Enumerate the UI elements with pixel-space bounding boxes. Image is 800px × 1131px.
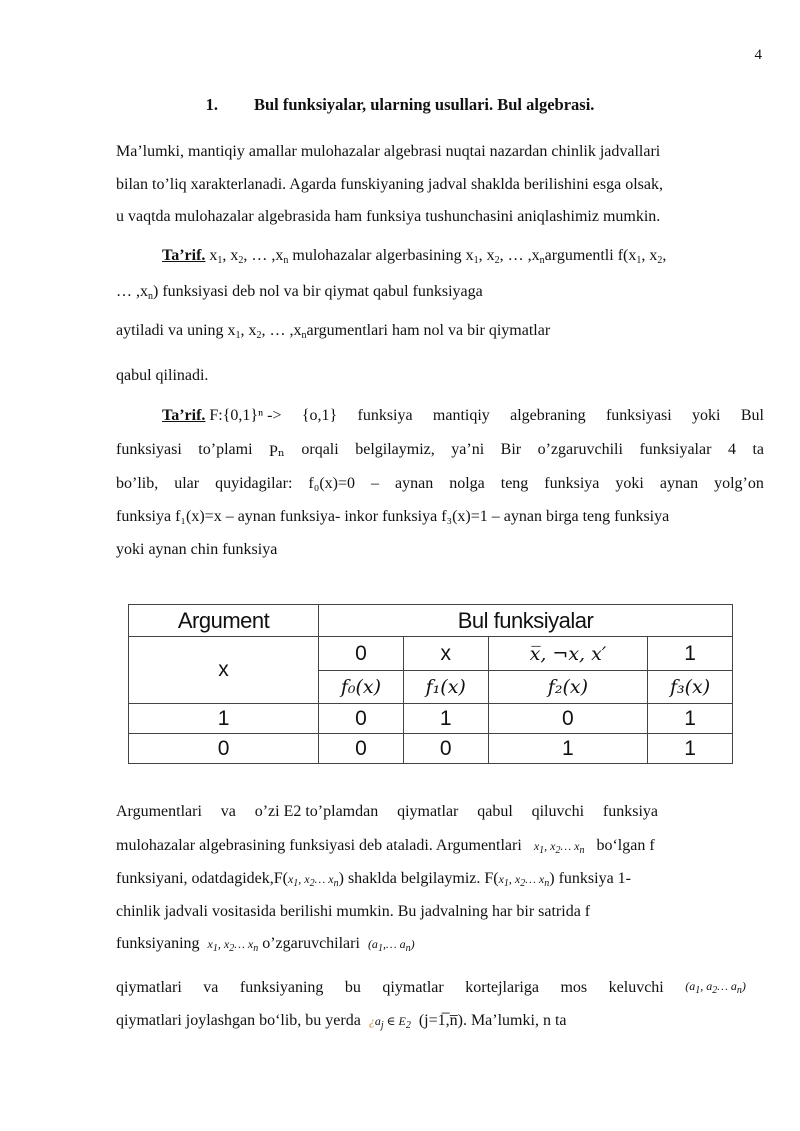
func-name-f3: f₃(x) (648, 671, 733, 704)
argument-header: Argument (129, 605, 319, 637)
section-heading (0, 95, 800, 115)
definition-2-line-4: funksiya f₁(x)=x – aynan funksiya- inkor funksiya f₃(x)=1 – aynan birga teng funksiya (116, 508, 670, 525)
para1-line-2: bilan to’liq xarakterlanadi. Agarda funskiyaning jadval shaklda berilishini esga olsak, (116, 176, 663, 193)
para2-line-7: qiymatlari joylashgan bo‘lib, bu yerda ¿$a_j$ ∈ $E_2$ (j=1̅,n̅). Ma’lumki, n ta (116, 1012, 567, 1031)
heading-number: 1. (205, 95, 218, 114)
bool-functions-table (128, 604, 733, 764)
func-col-1: 1 (648, 637, 733, 671)
definition-label-2: Ta’rif. (162, 407, 206, 424)
para1-line-3: u vaqtda mulohazalar algebrasida ham funksiya tushunchasini aniqlashimiz mumkin. (116, 208, 661, 225)
para2-line-2: mulohazalar algebrasining funksiyasi deb ataladi. Argumentlari $x_1$, $x_2\dots$ $x_n$ bo‘lgan f (116, 837, 655, 856)
table-row: 0 0 0 1 1 (129, 734, 733, 764)
definition-2-line-3: bo’lib, ular quyidagilar: f₀(x)=0 – aynan nolga teng funksiya yoki aynan yolg’on (116, 475, 764, 492)
definition-2-line-2: funksiyasi to’plami Pₙ orqali belgilaymiz, ya’ni Bir o’zgaruvchili funksiyalar 4 ta (116, 441, 764, 460)
func-name-f1: f₁(x) (403, 671, 488, 704)
definition-1-line-4: qabul qilinadi. (116, 367, 209, 384)
func-name-f2: f₂(x) (488, 671, 648, 704)
definition-2-line-5: yoki aynan chin funksiya (116, 541, 278, 558)
para2-line-6: qiymatlari va funksiyaning bu qiymatlar kortejlariga mos keluvchi ($a_1$, $a_2\dots$ $a_n$) (116, 979, 746, 996)
definition-label: Ta’rif. (162, 247, 206, 264)
definition-1-line-1: Ta’rif. $x_1$, $x_2$, … $,x_n$ mulohazalar algerbasining $x_1$, $x_2$, … $,x_nargumentli$ $f(x_1$, $x_2$, (162, 247, 667, 266)
para2-line-4: chinlik jadvali vositasida berilishi mumkin. Bu jadvalning har bir satrida f (116, 903, 591, 920)
bul-funksiyalar-header: Bul funksiyalar (319, 605, 733, 637)
func-col-x: x (403, 637, 488, 671)
func-col-negation: x̅, ¬x, x′ (488, 637, 648, 671)
definition-1-line-2: … $,x_n$) funksiyasi deb nol va bir qiymat qabul funksiyaga (116, 283, 483, 302)
para2-line-1: Argumentlari va o’zi E2 to’plamdan qiymatlar qabul qiluvchi funksiya (116, 803, 658, 820)
table-row: 1 0 1 0 1 (129, 704, 733, 734)
para2-line-5: funksiyaning $x_1$, $x_2\dots$ $x_n$ o’zgaruvchilari ($a_1,\dots$ $a_n$) (116, 935, 415, 954)
func-name-f0: f₀(x) (319, 671, 404, 704)
para2-line-3: funksiyani, $odatdagidek,F(x_1$, $x_2\dots$ $x_n$) shaklda belgilaymiz. $F(x_1$, $x_2\dots$ $x_n$) funksiya 1- (116, 870, 632, 889)
definition-2-line-1: Ta’rif. F:{0,1}ⁿ -> {o,1} funksiya mantiqiy algebraning funksiyasi yoki Bul (162, 407, 764, 424)
argument-variable: x (129, 637, 319, 704)
para1-line-1: Ma’lumki, mantiqiy amallar mulohazalar algebrasi nuqtai nazardan chinlik jadvallari (116, 143, 661, 160)
definition-1-line-3: aytiladi va uning $x_1$, $x_2$, … $,x_nargumentlari$ ham nol va bir qiymatlar (116, 322, 551, 341)
func-col-0: 0 (319, 637, 404, 671)
heading-title: Bul funksiyalar, ularning usullari. Bul algebrasi. (253, 95, 595, 114)
page-number: 4 (754, 47, 762, 63)
